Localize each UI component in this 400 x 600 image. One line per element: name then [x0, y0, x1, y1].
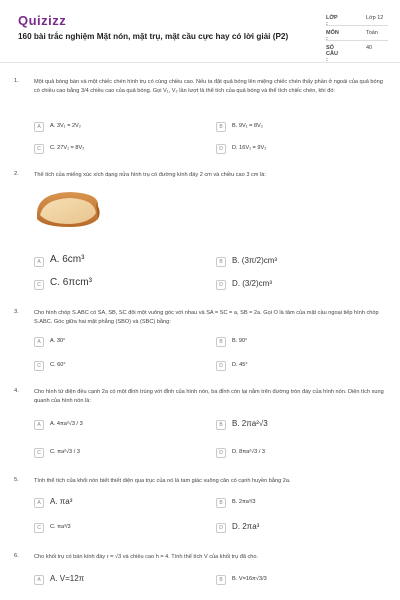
option-key-box: B	[216, 575, 226, 585]
question-number: 5.	[14, 477, 19, 483]
count-label: SỐ CÂU :	[326, 45, 338, 63]
option-text: C. πa³/3	[50, 524, 71, 530]
option-key-box: D	[216, 361, 226, 371]
option-key-box: B	[216, 498, 226, 508]
option-text: C. 6πcm³	[50, 277, 92, 288]
question-text: Cho hình tứ diện đều cạnh 2a có một đỉnh trùng với đỉnh của hình nón, ba đỉnh còn lại nằm trên đường tròn đáy của hình nón. Diện tích xung quanh của hình nón là:	[34, 389, 384, 404]
option-key-box: B	[216, 257, 226, 267]
half-cylinder-sausage-image	[34, 189, 104, 231]
option-text: B. 9V₁ = 8V₂	[232, 123, 263, 129]
question-text: Cho hình chóp S.ABC có SA, SB, SC đôi một vuông góc với nhau và SA = SC = a, SB = 2a. Gọi O là tâm của mặt cầu ngoại tiếp hình chóp S.ABC. Góc giữa hai mặt phẳng (SBO) và (SBC) bằng:	[34, 310, 379, 325]
question-number: 6.	[14, 553, 19, 559]
option-key-box: C	[34, 144, 44, 154]
document-title: 160 bài trắc nghiệm Mặt nón, mặt trụ, mặt cầu cực hay có lời giải (P2)	[18, 32, 289, 41]
option-text: D. 45°	[232, 362, 248, 368]
option-text: B. 2πa³/3	[232, 499, 256, 505]
page-header	[0, 0, 400, 63]
option-text: A. 30°	[50, 338, 66, 344]
question-number: 1.	[14, 78, 19, 84]
option-text: D. 16V₁ = 9V₂	[232, 145, 267, 151]
option-key-box: C	[34, 280, 44, 290]
option-key-box: A	[34, 575, 44, 585]
option-key-box: A	[34, 122, 44, 132]
option-key-box: B	[216, 122, 226, 132]
question-text: Một quả bóng bàn và một chiếc chén hình trụ có cùng chiều cao. Nếu ta đặt quả bóng lên miệng chiếc chén thấy phần ở ngoài của quả bóng có chiều cao bằng 3/4 chiều cao của quả bóng. Gọi V₁, V₂ lần lượt là thể tích của quả bóng và thể tích chiếc chén, khi đó:	[34, 79, 383, 94]
option-text: A. V=12π	[50, 574, 85, 583]
option-key-box: A	[34, 420, 44, 430]
quizizz-logo: Quizizz	[18, 13, 67, 28]
option-text: C. 60°	[50, 362, 66, 368]
option-key-box: C	[34, 448, 44, 458]
option-key-box: B	[216, 420, 226, 430]
question-text: Tính thể tích của khối nón biết thiết diện qua trục của nó là tam giác vuông cân có cạnh huyền bằng 2a.	[34, 478, 291, 484]
question-text: Thể tích của miếng xúc xích dạng nửa hình trụ có đường kính đáy 2 cm và chiều cao 3 cm là:	[34, 172, 266, 178]
option-text: D. (3/2)cm³	[232, 279, 272, 288]
option-text: D. 2πa³	[232, 522, 260, 531]
question-number: 3.	[14, 309, 19, 315]
option-key-box: D	[216, 448, 226, 458]
question-number: 2.	[14, 171, 19, 177]
option-text: B. V=16π√3/3	[232, 576, 267, 582]
option-key-box: D	[216, 523, 226, 533]
count-value: 40	[366, 45, 373, 51]
option-key-box: A	[34, 337, 44, 347]
option-key-box: D	[216, 280, 226, 290]
option-key-box: A	[34, 257, 44, 267]
subject-label: MÔN :	[326, 30, 339, 42]
option-text: A. 6cm³	[50, 254, 85, 265]
question-text: Cho khối trụ có bán kính đáy r = √3 và chiều cao h = 4. Tính thể tích V của khối trụ đã cho.	[34, 554, 259, 560]
option-text: A. 4πa²√3 / 3	[50, 421, 83, 427]
option-text: C. 27V₁ = 8V₂	[50, 145, 85, 151]
question-number: 4.	[14, 388, 19, 394]
option-text: C. πa²√3 / 3	[50, 449, 80, 455]
option-key-box: A	[34, 498, 44, 508]
option-key-box: C	[34, 523, 44, 533]
option-text: B. 2πa²√3	[232, 419, 268, 428]
option-key-box: D	[216, 144, 226, 154]
grade-label: LỚP :	[326, 15, 338, 27]
option-text: B. (3π/2)cm³	[232, 256, 278, 265]
subject-value: Toán	[366, 30, 378, 36]
option-text: A. 3V₁ = 2V₂	[50, 123, 81, 129]
option-key-box: C	[34, 361, 44, 371]
option-text: D. 8πa²√3 / 3	[232, 449, 266, 455]
option-key-box: B	[216, 337, 226, 347]
option-text: B. 90°	[232, 338, 248, 344]
header-divider	[0, 62, 400, 63]
grade-value: Lớp 12	[366, 15, 384, 21]
option-text: A. πa³	[50, 497, 73, 506]
